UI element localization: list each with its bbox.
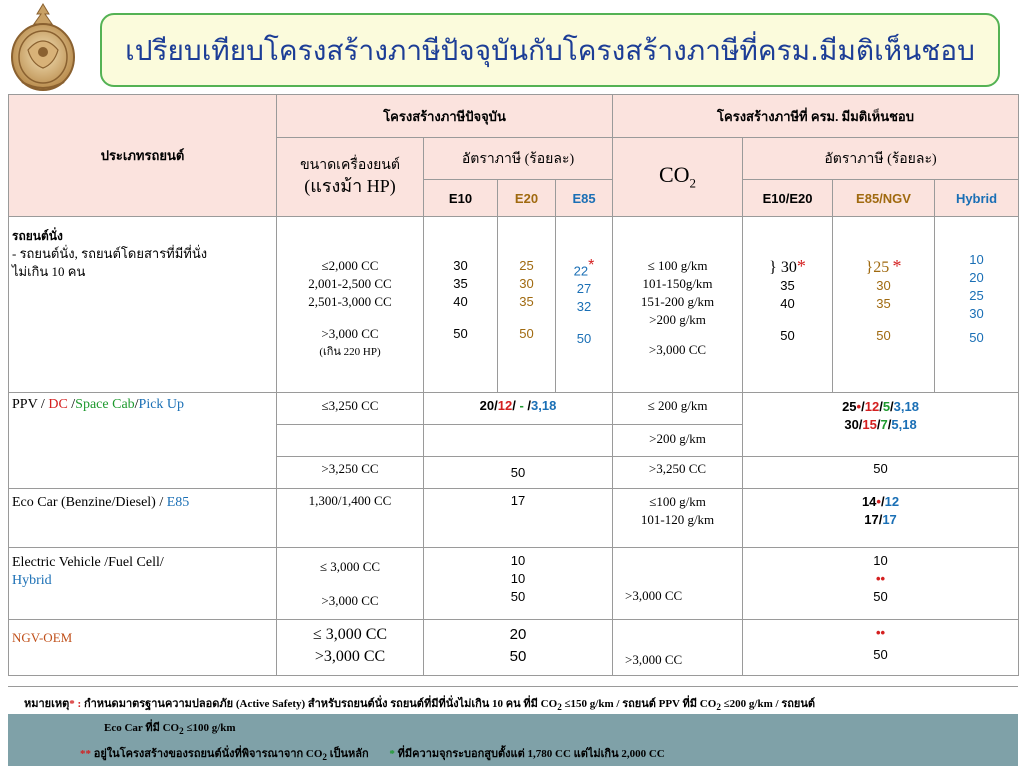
eco-new-1b: 12 [884,494,900,509]
ppv-rate-d: - [519,398,524,413]
passenger-new-e10-3: 40 [780,296,795,311]
col-e10-e20 [743,180,833,217]
passenger-title: รถยนต์นั่ง [12,229,63,243]
tax-rate-label: อัตราภาษี (ร้อยละ) [461,151,575,167]
eco-label-e85: E85 [166,495,190,510]
passenger-e85-cell [556,217,613,393]
passenger-desc-1: - รถยนต์นั่ง, รถยนต์โดยสารที่มีที่นั่ง [12,246,208,261]
passenger-co2-5: >3,000 CC [648,342,707,357]
passenger-co2-cell [613,217,743,393]
ev-label-hybrid: Hybrid [12,573,52,588]
tax-rate-new-header [743,138,1019,180]
passenger-new-e85-star: * [892,256,902,276]
ppv-new-1d: 3,18 [893,399,919,414]
passenger-e85-4: 50 [576,331,592,347]
note-line-3 [80,744,665,762]
note-star: * : [69,698,82,710]
note-line-2-text-b: ≤100 g/km [183,722,236,734]
passenger-label-cell [9,217,277,393]
passenger-new-hybrid-4: 30 [969,306,984,321]
passenger-new-e10-2: 35 [780,278,795,293]
ppv-rate-f: 3,18 [531,398,557,413]
notes-bottom-band [8,714,1018,766]
ngv-rate-cell [424,620,613,676]
ev-label-cell [9,548,277,620]
col-e10 [424,180,498,217]
title-banner [100,13,1000,87]
col-e85-ngv-label: E85/NGV [856,190,911,206]
ev-rate-1: 10 [510,553,526,568]
note-text-3: ≤200 g/km / รถยนต์ [720,698,815,710]
eco-new-2b: 17 [882,512,897,527]
passenger-new-e85-3: 35 [876,296,891,311]
eco-co2-2: 101-120 g/km [640,512,715,527]
ppv-co2-3: >3,250 CC [648,461,707,476]
ngv-rate-1: 20 [509,626,527,643]
passenger-new-hybrid-3: 25 [969,288,984,303]
passenger-e10-3: 40 [453,294,468,309]
ppv-new-1-sep1: / [861,399,865,414]
passenger-new-hybrid-1: 10 [969,252,984,267]
co2-label: CO [658,162,690,188]
passenger-e20-1: 25 [519,258,534,273]
engine-size-unit: (แรงม้า HP) [304,176,396,196]
ppv-rate-1-cell [424,393,613,425]
ppv-rate-2-cell [424,457,613,489]
eco-label-cell [9,489,277,548]
ppv-new-1c: 5 [882,399,891,414]
note-line-3-text-b: เป็นหลัก [327,748,369,760]
table-row-ppv [9,393,1019,425]
passenger-co2-4: >200 g/km [649,312,706,327]
ppv-engine-2: >3,250 CC [321,461,379,476]
ppv-label-cell [9,393,277,489]
co2-header [613,138,743,217]
passenger-new-e10-star: * [796,256,806,276]
ev-rate-3: 50 [510,589,526,604]
ppv-new-1b: 12 [864,399,880,414]
ppv-new-cell [743,393,1019,457]
ppv-label-sep: / [67,397,76,412]
ppv-new-2c: 7 [880,417,888,432]
note-text-1: กำหนดมาตรฐานความปลอดภัย (Active Safety) สำหรับรถยนต์นั่ง รถยนต์ที่มีที่นั่งไม่เกิน 10 คน ที่มี CO [81,698,558,710]
ev-rate-2: 10 [510,571,526,586]
current-structure-label: โครงสร้างภาษีปัจจุบัน [383,108,506,124]
ngv-label: NGV-OEM [12,630,73,645]
ppv-rate-empty [424,425,613,457]
ppv-engine-empty [277,425,424,457]
approved-structure-label: โครงสร้างภาษีที่ ครม. มีมติเห็นชอบ [717,108,914,124]
current-structure-header [277,95,613,138]
approved-structure-header [613,95,1019,138]
passenger-new-e85-4: 50 [876,328,891,343]
ppv-new-3: 50 [873,461,888,476]
ev-engine-1: ≤ 3,000 CC [319,559,381,574]
table-row-eco [9,489,1019,548]
ppv-label: PPV / [12,397,49,412]
ppv-co2-2-cell [613,425,743,457]
passenger-e20-4: 50 [519,326,534,341]
passenger-new-e10-4: 50 [780,328,795,343]
ev-engine-2: >3,000 CC [321,593,379,608]
col-e20 [498,180,556,217]
passenger-e20-3: 35 [519,294,534,309]
passenger-e10-cell [424,217,498,393]
ppv-co2-3-cell [613,457,743,489]
note-sub-3: 2 [179,726,184,737]
col-e10-label: E10 [448,190,473,206]
notes-section [8,686,1018,766]
eco-co2-cell [613,489,743,548]
col-e85-label: E85 [572,190,596,206]
eco-rate-cell [424,489,613,548]
note-sub-1: 2 [557,702,562,713]
engine-size-header [277,138,424,217]
vehicle-type-label: ประเภทรถยนต์ [100,148,185,163]
passenger-engine-hp: (เกิน 220 HP) [319,346,381,358]
ppv-new-3-cell [743,457,1019,489]
ngv-label-cell [9,620,277,676]
passenger-e20-2: 30 [519,276,534,291]
passenger-co2-1: ≤ 100 g/km [647,258,708,273]
col-e85 [556,180,613,217]
col-e85-ngv [833,180,935,217]
passenger-new-e85-2: 30 [876,278,891,293]
passenger-engine-3: 2,501-3,000 CC [308,294,392,309]
ppv-label-dc: DC [48,397,68,412]
passenger-new-e85-cell [833,217,935,393]
passenger-co2-2: 101-150g/km [642,276,713,291]
note-sub-2: 2 [716,702,721,713]
ppv-co2-1: ≤ 200 g/km [647,398,708,413]
table-row-passenger [9,217,1019,393]
ev-new-2: •• [875,571,886,586]
ppv-co2-2: >200 g/km [649,431,706,446]
ppv-rate-c: / [512,398,520,413]
passenger-e85-star: * [588,257,595,274]
ppv-engine-2-cell [277,457,424,489]
note-line-1 [24,694,815,712]
note-line-3-text-c: ที่มีความจุกระบอกสูบตั้งแต่ 1,780 CC แต่ไม่เกิน 2,000 CC [394,748,665,760]
passenger-e85-2: 27 [576,281,592,297]
ppv-new-1-dot: • [856,399,862,414]
ngv-engine-2: >3,000 CC [314,648,386,665]
ppv-new-2-sep2: / [887,417,892,432]
ppv-new-1-sep3: / [890,399,894,414]
passenger-e10-4: 50 [453,326,468,341]
eco-co2-1: ≤100 g/km [649,494,706,509]
ppv-rate-2: 50 [510,465,526,480]
note-sub-4: 2 [322,752,327,763]
note-double-mark: ** [80,748,91,760]
passenger-engine-cell [277,217,424,393]
ngv-new-2: 50 [873,647,888,662]
col-e20-label: E20 [514,190,539,206]
eco-label: Eco Car (Benzine/Diesel) / [12,495,167,510]
passenger-e85-1: 22 [573,263,589,279]
ppv-new-2d: 5,18 [891,417,917,432]
ev-co2: >3,000 CC [625,588,683,603]
tax-rate-header [424,138,613,180]
ngv-co2: >3,000 CC [625,652,683,667]
eco-engine-cell [277,489,424,548]
ppv-engine-1-cell [277,393,424,425]
ppv-new-1a: 25 [842,399,857,414]
passenger-e85-3: 32 [576,299,592,315]
col-hybrid-label: Hybrid [955,190,998,206]
eco-new-cell [743,489,1019,548]
ev-co2-cell [613,548,743,620]
notes-top-band [8,686,1018,715]
ppv-new-2-sep1: / [876,417,881,432]
passenger-new-e85-1: }25 [865,259,890,276]
note-green-star: * [389,748,395,760]
ev-engine-cell [277,548,424,620]
garuda-emblem-icon [8,2,78,94]
ppv-co2-1-cell [613,393,743,425]
vehicle-type-header [9,95,277,217]
ev-label: Electric Vehicle /Fuel Cell/ [12,555,164,570]
passenger-new-e10-1: } 30 [769,259,797,276]
passenger-engine-1: ≤2,000 CC [321,258,379,273]
passenger-e10-2: 35 [453,276,468,291]
tax-rate-new-label: อัตราภาษี (ร้อยละ) [824,151,937,167]
ev-new-cell [743,548,1019,620]
passenger-e10-1: 30 [453,258,468,273]
ngv-co2-cell [613,620,743,676]
ppv-label-spacecab: Space Cab [75,397,135,412]
ppv-label-sep2: / [134,397,139,412]
ppv-new-2a: 30/ [844,417,863,432]
ppv-new-1-sep2: / [879,399,883,414]
passenger-engine-2: 2,001-2,500 CC [308,276,392,291]
note-prefix: หมายเหตุ [24,698,70,710]
passenger-e20-cell [498,217,556,393]
ev-rate-cell [424,548,613,620]
passenger-engine-4: >3,000 CC [321,326,379,341]
ppv-rate-b: 12 [497,398,513,413]
ppv-new-2b: 15 [862,417,877,432]
ppv-engine-1: ≤3,250 CC [321,398,379,413]
ngv-new-1: •• [875,625,886,640]
ngv-engine-1: ≤ 3,000 CC [312,626,388,643]
table-row-ev [9,548,1019,620]
table-row-ngv [9,620,1019,676]
note-line-2 [104,718,236,736]
ppv-rate-a: 20/ [479,398,498,413]
note-text-2: ≤150 g/km / รถยนต์ PPV ที่มี CO [561,698,717,710]
eco-new-1a: 14 [861,494,877,509]
eco-new-1-dot: • [876,494,881,509]
passenger-new-e10-cell [743,217,833,393]
co2-subscript: 2 [689,175,697,191]
passenger-new-hybrid-cell [935,217,1019,393]
ngv-new-cell [743,620,1019,676]
ppv-label-pickup: Pick Up [138,397,185,412]
ev-new-3: 50 [873,589,888,604]
ngv-rate-2: 50 [509,648,527,665]
ppv-rate-e: / [523,398,532,413]
note-line-3-text: อยู่ในโครงสร้างของรถยนต์นั่งที่พิจารณาจาก CO [91,748,323,760]
col-hybrid [935,180,1019,217]
engine-size-label: ขนาดเครื่องยนต์ [300,158,400,173]
note-line-2-text: Eco Car ที่มี CO [104,722,180,734]
tax-comparison-table [8,94,1019,676]
passenger-desc-2: ไม่เกิน 10 คน [12,264,86,279]
ngv-engine-cell [277,620,424,676]
eco-rate: 17 [510,493,526,508]
page-title: เปรียบเทียบโครงสร้างภาษีปัจจุบันกับโครงสร้างภาษีที่ครม.มีมติเห็นชอบ [125,34,975,67]
eco-new-2a: 17/ [864,512,883,527]
passenger-new-hybrid-5: 50 [969,330,984,345]
passenger-co2-3: 151-200 g/km [640,294,715,309]
ev-new-1: 10 [873,553,888,568]
col-e10-e20-label: E10/E20 [762,190,813,206]
passenger-new-hybrid-2: 20 [969,270,984,285]
eco-engine: 1,300/1,400 CC [308,493,392,508]
eco-new-1-sep: / [880,494,885,509]
